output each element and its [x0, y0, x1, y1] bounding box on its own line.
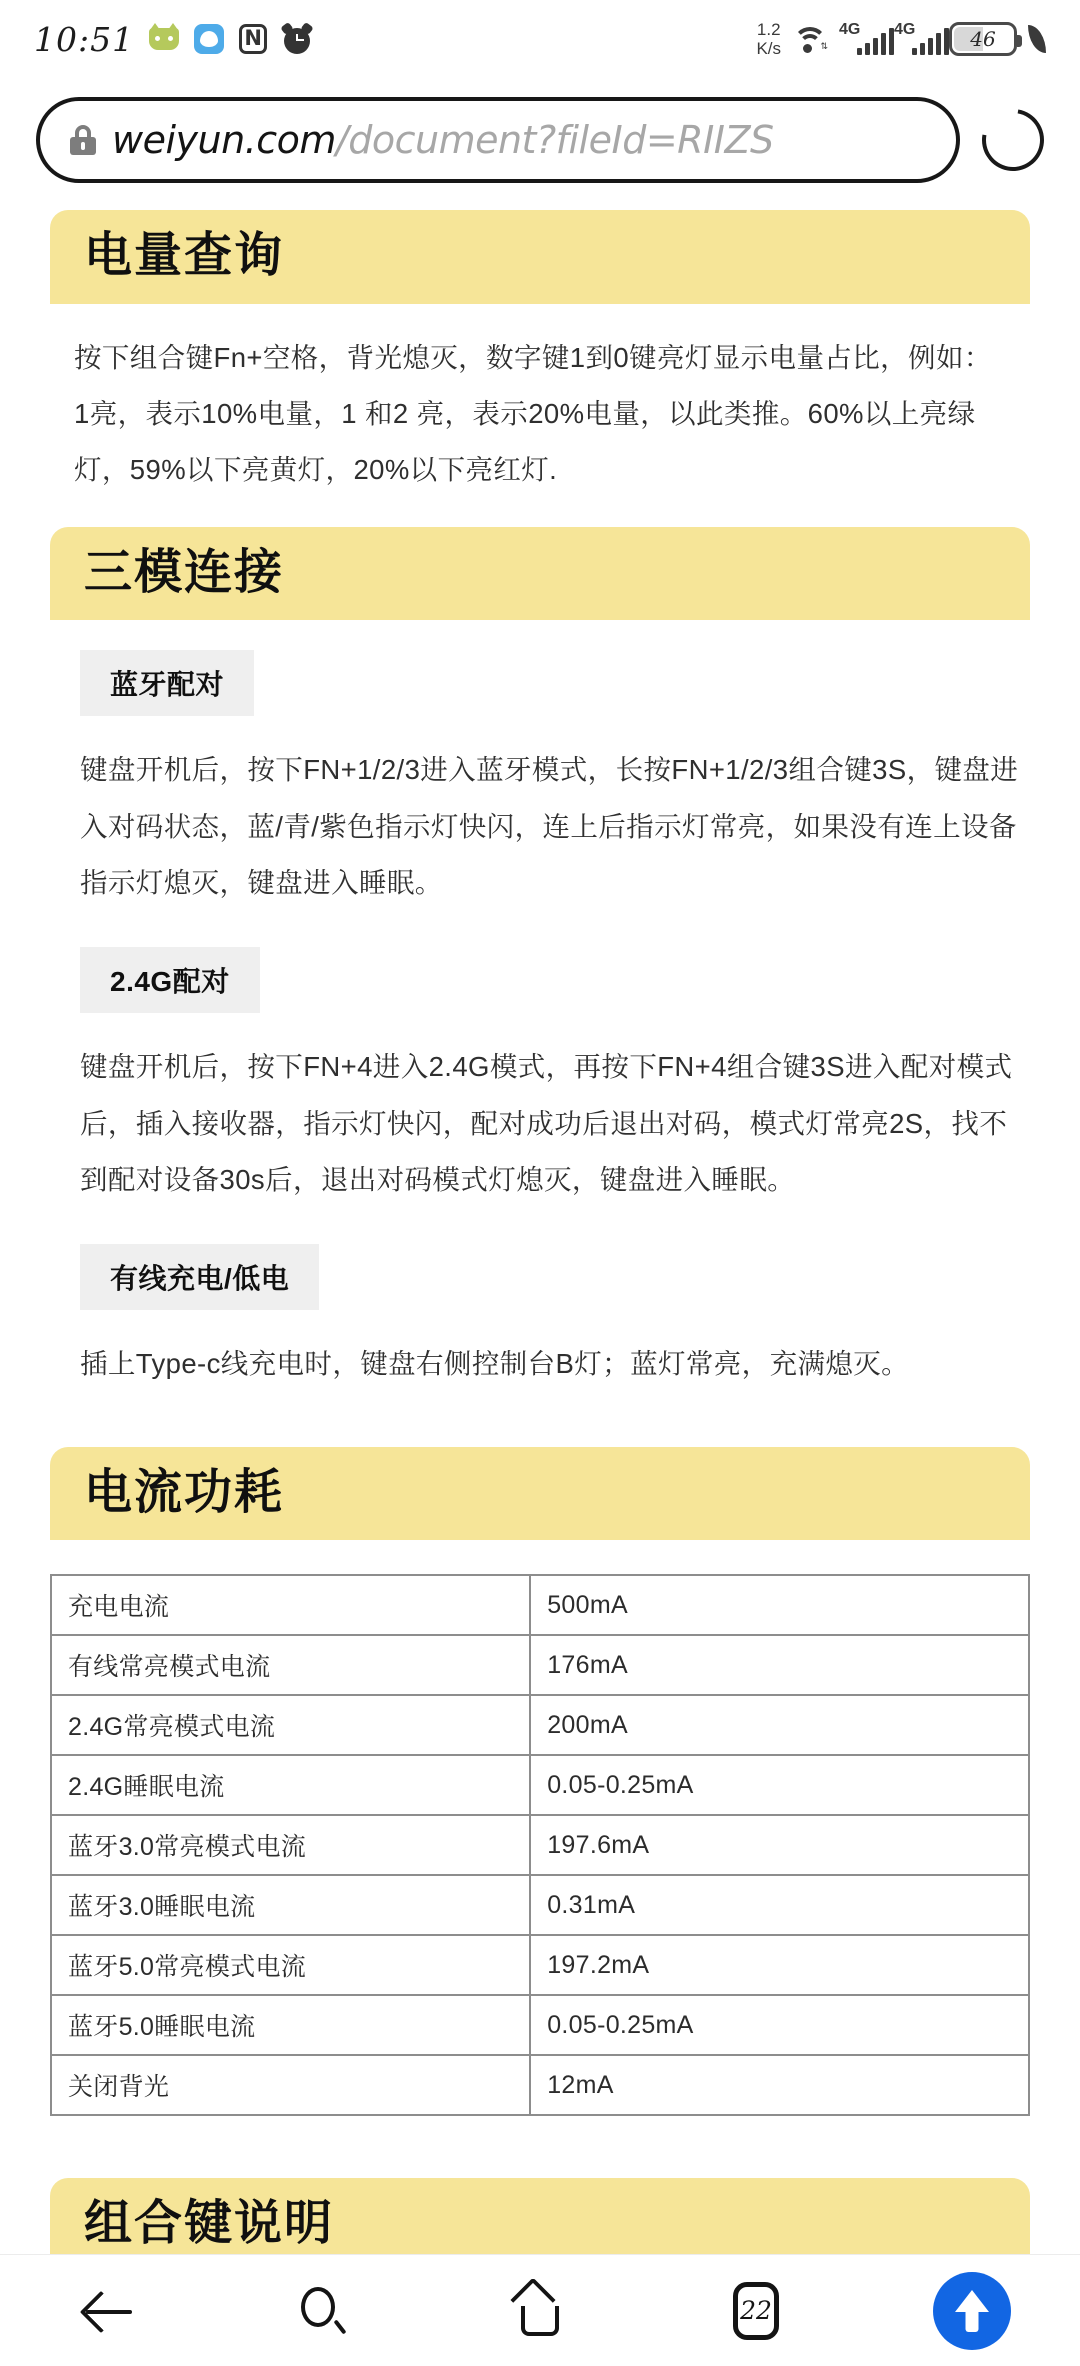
section-paragraph-battery-query: 按下组合键Fn+空格，背光熄灭，数字键1到0键亮灯显示电量占比，例如：1亮，表示10%电量，1 和2 亮，表示20%电量，以此类推。60%以上亮绿灯，59%以下亮黄灯，20%以下亮红灯.: [50, 304, 1030, 505]
tabs-icon: [733, 2282, 779, 2340]
network-type-sim1: 4G: [839, 21, 860, 39]
current-consumption-table: [50, 1574, 1030, 2116]
cat-icon: [149, 28, 179, 50]
browser-bottom-nav: [0, 2254, 1080, 2366]
table-row: [51, 1815, 1029, 1875]
network-type-sim2: 4G: [894, 21, 915, 39]
subsection-text-bluetooth: 键盘开机后，按下FN+1/2/3进入蓝牙模式，长按FN+1/2/3组合键3S，键盘进入对码状态，蓝/青/紫色指示灯快闪，连上后指示灯常亮，如果没有连上设备指示灯熄灭，键盘进入睡眠。: [50, 716, 1030, 917]
table-cell-value: 176mA: [530, 1635, 1029, 1695]
network-speed-value: 1.2: [757, 20, 781, 39]
tab-count-label: 22: [740, 2296, 772, 2325]
section-title: 电流功耗: [84, 1463, 996, 1523]
table-cell-name: 蓝牙5.0睡眠电流: [51, 1995, 530, 2055]
table-row: [51, 1875, 1029, 1935]
table-row: [51, 2055, 1029, 2115]
back-button[interactable]: [43, 2255, 173, 2366]
signal-icon-sim1: [839, 23, 883, 55]
status-bar: [0, 0, 1080, 78]
battery-level-label: 46: [952, 27, 1014, 51]
subsection-text-24g: 键盘开机后，按下FN+4进入2.4G模式，再按下FN+4组合键3S进入配对模式后，插入接收器，指示灯快闪，配对成功后退出对码，模式灯常亮2S，找不到配对设备30s后，退出对码模式灯熄灭，键盘进入睡眠。: [50, 1013, 1030, 1214]
status-bar-left: [34, 20, 312, 59]
table-cell-value: 197.6mA: [530, 1815, 1029, 1875]
scroll-to-top-button[interactable]: [907, 2255, 1037, 2366]
table-cell-name: 有线常亮模式电流: [51, 1635, 530, 1695]
home-icon: [511, 2284, 569, 2338]
table-cell-value: 0.05-0.25mA: [530, 1755, 1029, 1815]
table-cell-name: 2.4G常亮模式电流: [51, 1695, 530, 1755]
table-cell-value: 197.2mA: [530, 1935, 1029, 1995]
table-cell-name: 蓝牙3.0常亮模式电流: [51, 1815, 530, 1875]
section-title: 组合键说明: [84, 2194, 996, 2254]
network-speed-indicator: [756, 20, 781, 58]
wifi-icon: ⇅: [792, 24, 828, 54]
section-title: 三模连接: [84, 543, 996, 603]
lock-icon: [70, 125, 96, 155]
nfc-icon: N: [239, 24, 267, 54]
section-header-battery-query: [50, 210, 1030, 304]
table-row: [51, 1695, 1029, 1755]
alarm-icon: [282, 24, 312, 54]
url-path: /document?fileId=RIIZS: [336, 118, 774, 162]
address-bar[interactable]: [36, 97, 960, 183]
table-row: [51, 1935, 1029, 1995]
table-row: [51, 1635, 1029, 1695]
status-bar-right: [756, 20, 1046, 58]
table-cell-name: 充电电流: [51, 1575, 530, 1635]
table-cell-value: 500mA: [530, 1575, 1029, 1635]
table-cell-name: 蓝牙5.0常亮模式电流: [51, 1935, 530, 1995]
up-arrow-icon: [933, 2272, 1011, 2350]
subsection-label-24g: 2.4G配对: [80, 947, 260, 1013]
table-row: [51, 1575, 1029, 1635]
table-cell-name: 关闭背光: [51, 2055, 530, 2115]
network-speed-unit: K/s: [756, 39, 781, 58]
browser-toolbar: [0, 92, 1080, 188]
table-cell-value: 0.31mA: [530, 1875, 1029, 1935]
leaf-icon: [1028, 25, 1046, 53]
subsection-label-wired-charging: 有线充电/低电: [80, 1244, 319, 1310]
reload-icon[interactable]: [970, 97, 1056, 183]
browser-app-icon: [194, 24, 224, 54]
home-button[interactable]: [475, 2255, 605, 2366]
table-cell-value: 200mA: [530, 1695, 1029, 1755]
section-header-tri-mode: [50, 527, 1030, 621]
back-icon: [82, 2285, 134, 2337]
signal-icon-sim2: [894, 23, 938, 55]
tabs-button[interactable]: [691, 2255, 821, 2366]
web-page-content: [0, 188, 1080, 2198]
table-row: [51, 1755, 1029, 1815]
section-title: 电量查询: [84, 226, 996, 286]
section-header-current-consumption: [50, 1447, 1030, 1541]
url-host: weiyun.com: [112, 118, 336, 162]
table-cell-name: 2.4G睡眠电流: [51, 1755, 530, 1815]
subsection-text-wired-charging: 插上Type-c线充电时，键盘右侧控制台B灯；蓝灯常亮，充满熄灭。: [50, 1310, 1030, 1398]
battery-icon: [949, 22, 1017, 56]
table-cell-value: 12mA: [530, 2055, 1029, 2115]
status-bar-clock: 10:51: [34, 20, 134, 59]
subsection-label-bluetooth: 蓝牙配对: [80, 650, 254, 716]
search-icon: [298, 2285, 350, 2337]
table-cell-name: 蓝牙3.0睡眠电流: [51, 1875, 530, 1935]
table-cell-value: 0.05-0.25mA: [530, 1995, 1029, 2055]
search-button[interactable]: [259, 2255, 389, 2366]
address-bar-text: [112, 118, 774, 162]
table-row: [51, 1995, 1029, 2055]
